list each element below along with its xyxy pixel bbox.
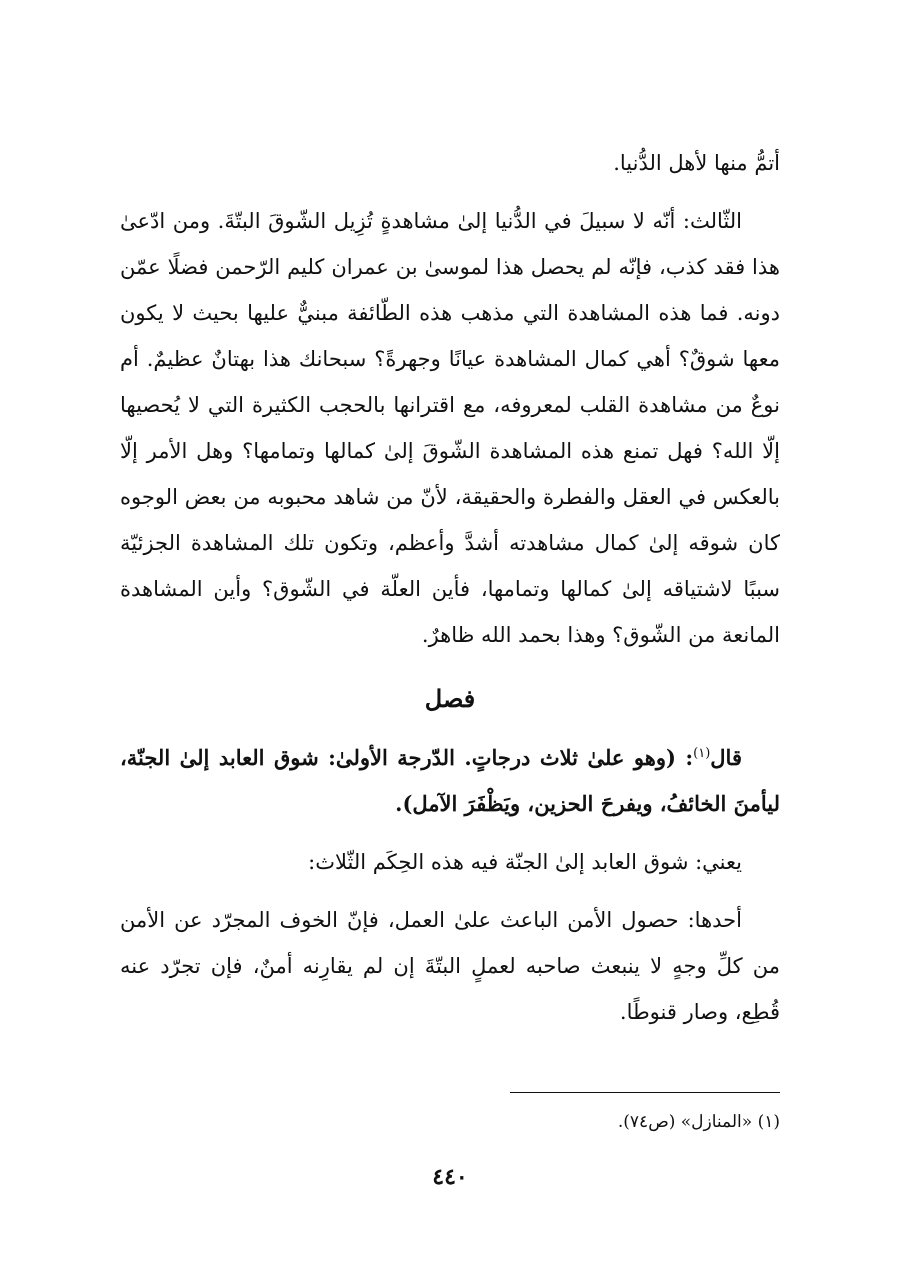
paragraph-third-point: الثّالث: أنّه لا سبيلَ في الدُّنيا إلىٰ مشاهدةٍ تُزِيل الشّوقَ البتّةَ. ومن ادّعىٰ هذا فقد كذب، فإنّه لم يحصل هذا لموسىٰ بن عمران كليم الرّحمن فضلًا عمّن دونه. فما هذه المشاهدة التي مذهب هذه الطّائفة مبنيٌّ عليها بحيث لا يكون معها شوقٌ؟ أهي كمال المشاهدة عيانًا وجهرةً؟ سبحانك هذا بهتانٌ عظيمٌ. أم نوعٌ من مشاهدة القلب لمعروفه، مع اقترانها بالحجب الكثيرة التي لا يُحصيها إلّا الله؟ فهل تمنع هذه المشاهدة الشّوقَ إلىٰ كمالها وتمامها؟ وهل الأمر إلّا بالعكس في العقل والفطرة والحقيقة، لأنّ من شاهد محبوبه من بعض الوجوه كان شوقه إلىٰ كمال مشاهدته أشدَّ وأعظم، وتكون تلك المشاهدة الجزئيّة سببًا لاشتياقه إلىٰ كمالها وتمامها، فأين العلّة في الشّوق؟ وأين المشاهدة المانعة من الشّوق؟ وهذا بحمد الله ظاهرٌ.: [120, 209, 780, 647]
paragraph-first-wisdom: أحدها: حصول الأمن الباعث علىٰ العمل، فإنّ الخوف المجرّد عن الأمن من كلِّ وجهٍ لا ينبعث صاحبه لعملٍ البتّةَ إن لم يقارِنه أمنٌ، فإن تجرّد عنه قُطِع، وصار قنوطًا.: [120, 908, 780, 1024]
section-heading: فصل: [424, 684, 476, 713]
page-number: ٤٤٠: [432, 1164, 468, 1190]
footnote-divider: [510, 1092, 780, 1093]
footnote: (١) «المنازل» (ص٧٤).: [617, 1112, 780, 1132]
page-body: [120, 140, 780, 1035]
quote-body: : (وهو علىٰ ثلاث درجاتٍ. الدّرجة الأولىٰ: شوق العابد إلىٰ الجنّة، ليأمنَ الخائفُ، ويفرحَ الحزين، ويَظْفَرَ الآمل).: [120, 745, 780, 816]
paragraph-explanation: يعني: شوق العابد إلىٰ الجنّة فيه هذه الحِكَم الثّلاث:: [308, 850, 742, 874]
quote-lead: قال: [710, 745, 742, 770]
footnote-reference: (١): [693, 746, 711, 761]
paragraph-continuation: أتمُّ منها لأهل الدُّنيا.: [613, 151, 780, 175]
quoted-text: [120, 731, 780, 827]
